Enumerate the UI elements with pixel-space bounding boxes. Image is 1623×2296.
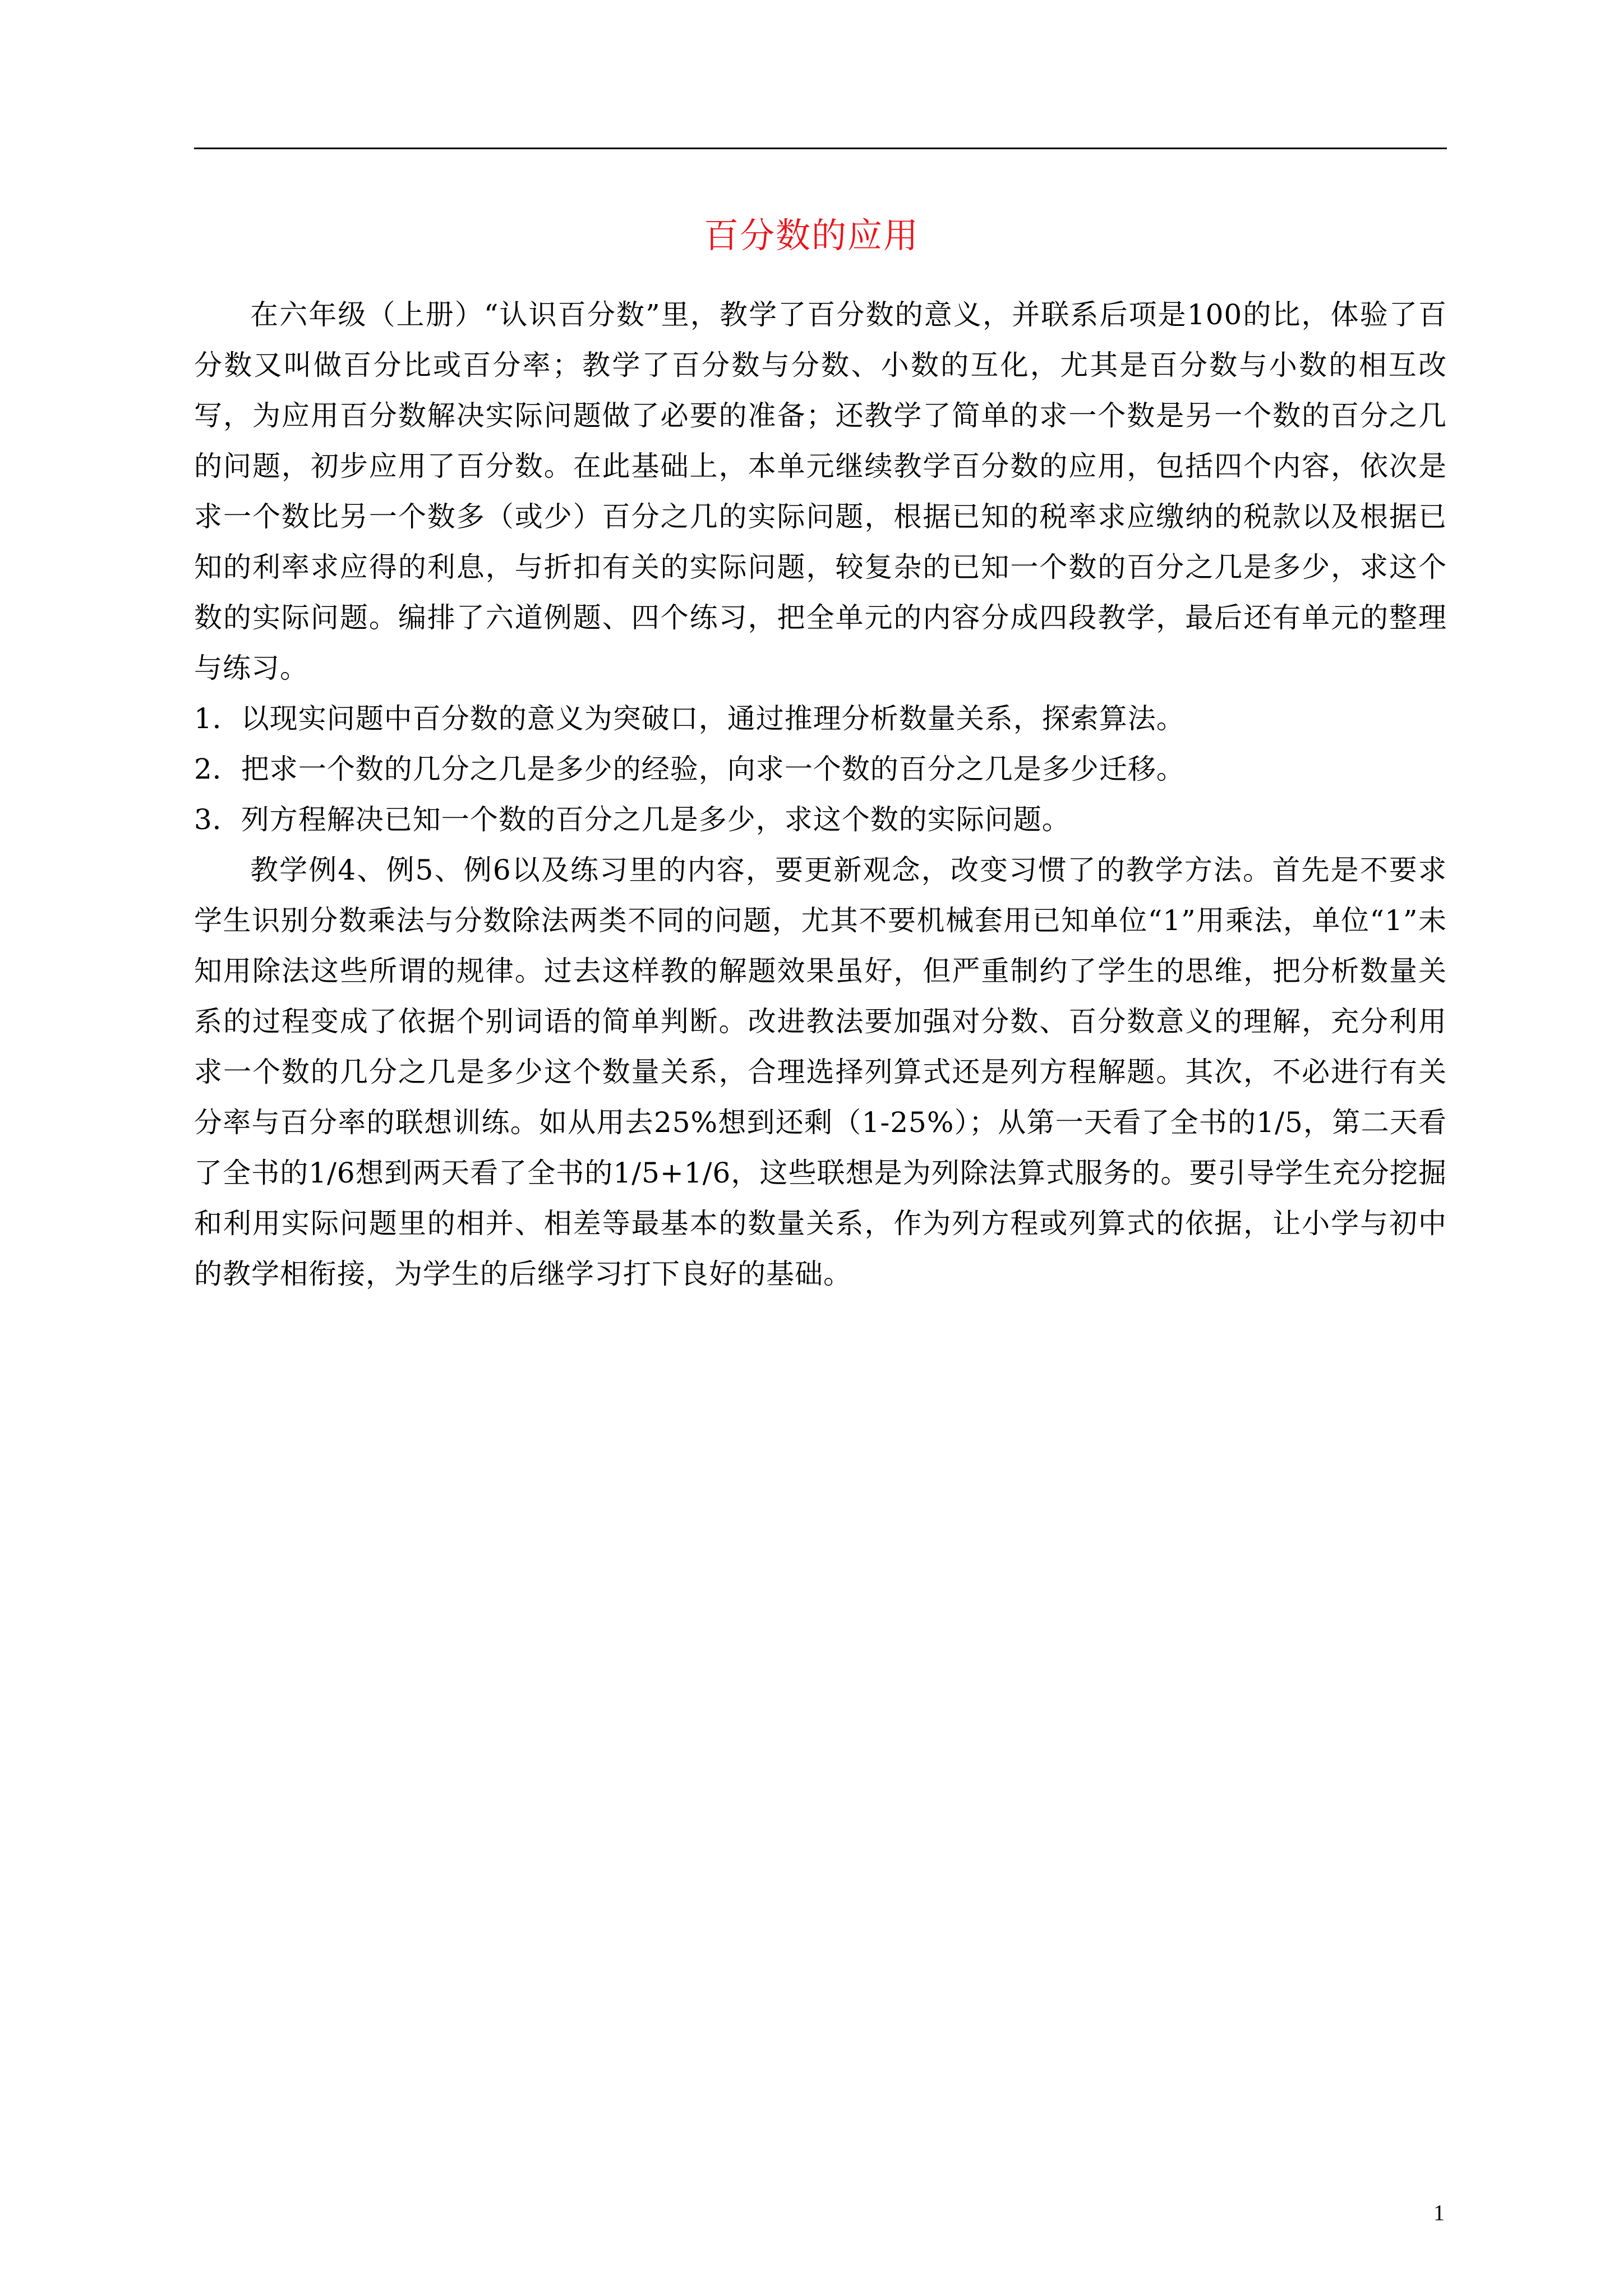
header-rule (194, 148, 1447, 149)
document-title: 百分数的应用 (703, 215, 919, 256)
intro-paragraph: 在六年级（上册）“认识百分数”里，教学了百分数的意义，并联系后项是100的比，体验了百分数又叫做百分比或百分率；教学了百分数与分数、小数的互化，尤其是百分数与小数的相互改写，为应用百分数解决实际问题做了必要的准备；还教学了简单的求一个数是另一个数的百分之几的问题，初步应用了百分数。在此基础上，本单元继续教学百分数的应用，包括四个内容，依次是求一个数比另一个数多（或少）百分之几的实际问题，根据已知的税率求应缴纳的税款以及根据已知的利率求应得的利息，与折扣有关的实际问题，较复杂的已知一个数的百分之几是多少，求这个数的实际问题。编排了六道例题、四个练习，把全单元的内容分成四段教学，最后还有单元的整理与练习。 (194, 298, 1447, 684)
document-body (194, 289, 1447, 1299)
page-number: 1 (1433, 2200, 1445, 2225)
list-item-3: 3．列方程解决已知一个数的百分之几是多少，求这个数的实际问题。 (194, 803, 1071, 836)
list-item-2: 2．把求一个数的几分之几是多少的经验，向求一个数的百分之几是多少迁移。 (194, 753, 1185, 785)
teaching-paragraph: 教学例4、例5、例6以及练习里的内容，要更新观念，改变习惯了的教学方法。首先是不要求学生识别分数乘法与分数除法两类不同的问题，尤其不要机械套用已知单位“1”用乘法，单位“1”未知用除法这些所谓的规律。过去这样教的解题效果虽好，但严重制约了学生的思维，把分析数量关系的过程变成了依据个别词语的简单判断。改进教法要加强对分数、百分数意义的理解，充分利用求一个数的几分之几是多少这个数量关系，合理选择列算式还是列方程解题。其次，不必进行有关分率与百分率的联想训练。如从用去25%想到还剩（1-25%）；从第一天看了全书的1/5，第二天看了全书的1/6想到两天看了全书的1/5+1/6，这些联想是为列除法算式服务的。要引导学生充分挖掘和利用实际问题里的相并、相差等最基本的数量关系，作为列方程或列算式的依据，让小学与初中的教学相衔接，为学生的后继学习打下良好的基础。 (194, 854, 1447, 1290)
list-item-1: 1．以现实问题中百分数的意义为突破口，通过推理分析数量关系，探索算法。 (194, 702, 1185, 735)
